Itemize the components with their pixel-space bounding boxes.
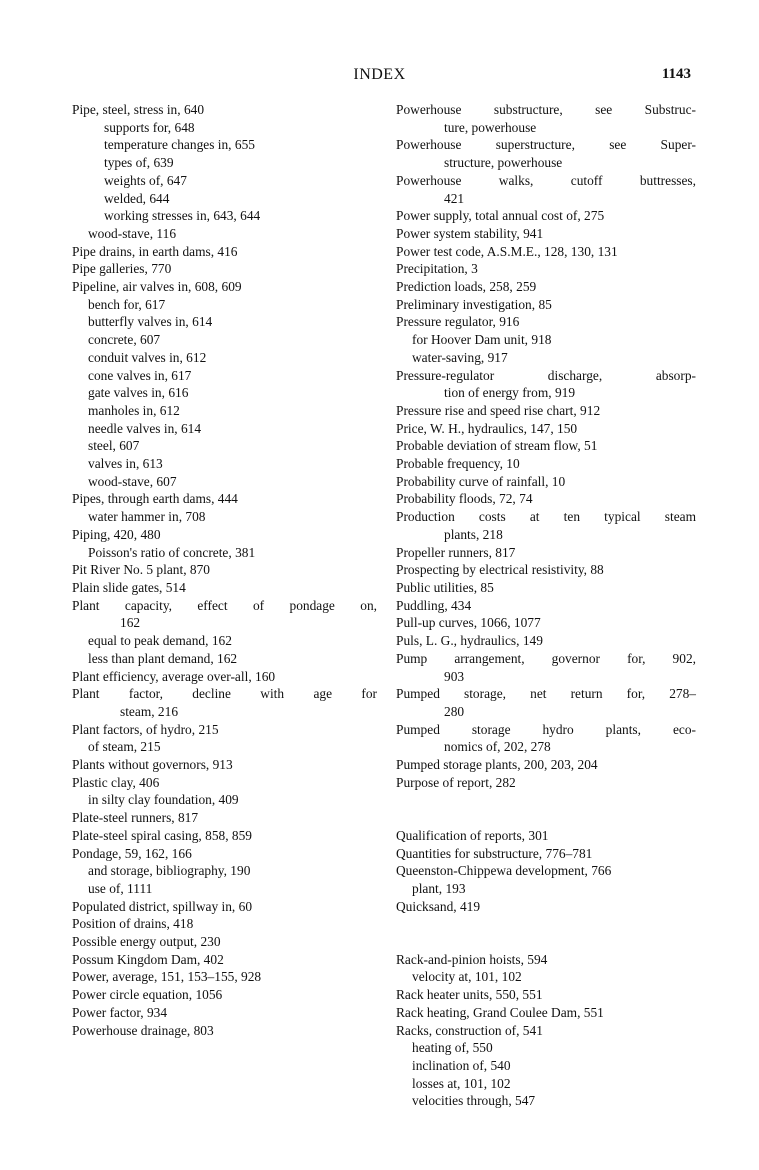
- index-entry: bench for, 617: [88, 296, 166, 312]
- page-title: INDEX: [353, 66, 406, 83]
- index-entry: Probability curve of rainfall, 10: [396, 473, 566, 489]
- index-entry: conduit valves in, 612: [88, 349, 207, 365]
- index-entry: weights of, 647: [104, 172, 187, 188]
- index-entry: Pipes, through earth dams, 444: [72, 491, 238, 507]
- index-entry: Pipe galleries, 770: [72, 261, 172, 277]
- index-entry: Power circle equation, 1056: [72, 987, 223, 1003]
- index-entry: Pumped storage plants, 200, 203, 204: [396, 757, 598, 773]
- index-entry: 280: [444, 703, 465, 719]
- index-entry: Plant factor, decline with age for: [72, 686, 377, 702]
- index-entry: Plants without governors, 913: [72, 757, 233, 773]
- index-entry: Populated district, spillway in, 60: [72, 898, 253, 914]
- index-entry: 162: [120, 615, 141, 631]
- index-entry: wood-stave, 607: [88, 473, 177, 489]
- index-entry: in silty clay foundation, 409: [88, 792, 239, 808]
- index-entry: water hammer in, 708: [88, 509, 206, 525]
- index-entry: Precipitation, 3: [396, 261, 478, 277]
- index-entry: Puls, L. G., hydraulics, 149: [396, 633, 543, 649]
- index-entry: Pipe, steel, stress in, 640: [72, 102, 205, 117]
- index-entry: Rack heating, Grand Coulee Dam, 551: [396, 1004, 604, 1020]
- index-entry: Plate-steel spiral casing, 858, 859: [72, 827, 252, 843]
- index-entry: structure, powerhouse: [444, 155, 563, 171]
- index-entry: Power, average, 151, 153–155, 928: [72, 969, 262, 985]
- index-entry: Power test code, A.S.M.E., 128, 130, 131: [396, 243, 618, 259]
- index-entry: use of, 1111: [88, 880, 153, 896]
- index-entry: Pumped storage, net return for, 278–: [396, 686, 696, 702]
- index-entry: Plant capacity, effect of pondage on,: [72, 597, 377, 613]
- index-entry: Racks, construction of, 541: [396, 1022, 543, 1038]
- index-entry: Possum Kingdom Dam, 402: [72, 951, 224, 967]
- index-entry: water-saving, 917: [412, 349, 508, 365]
- index-entry: Power supply, total annual cost of, 275: [396, 208, 605, 224]
- index-entry: Plant efficiency, average over-all, 160: [72, 668, 276, 684]
- index-entry: Quicksand, 419: [396, 898, 481, 914]
- index-entry: butterfly valves in, 614: [88, 314, 213, 330]
- index-entry: velocities through, 547: [412, 1093, 536, 1109]
- index-entry: valves in, 613: [88, 456, 163, 472]
- index-entry: Possible energy output, 230: [72, 934, 221, 950]
- index-entry: Pump arrangement, governor for, 902,: [396, 650, 696, 666]
- section-gap: [396, 915, 696, 933]
- section-gap: [396, 791, 696, 809]
- index-entry: equal to peak demand, 162: [88, 633, 232, 649]
- index-entry: temperature changes in, 655: [104, 137, 255, 153]
- index-entry: Pressure-regulator discharge, absorp-: [396, 367, 696, 383]
- index-entry: Pressure rise and speed rise chart, 912: [396, 402, 601, 418]
- index-entry: Purpose of report, 282: [396, 774, 516, 790]
- index-entry: Pull-up curves, 1066, 1077: [396, 615, 541, 631]
- index-entry: losses at, 101, 102: [412, 1075, 511, 1091]
- index-entry: steel, 607: [88, 438, 140, 454]
- index-entry: 421: [444, 190, 465, 206]
- index-entry: plant, 193: [412, 880, 466, 896]
- index-entry: Prospecting by electrical resistivity, 88: [396, 562, 604, 578]
- index-entry: less than plant demand, 162: [88, 650, 238, 666]
- index-entry: working stresses in, 643, 644: [104, 208, 261, 224]
- index-entry: Power factor, 934: [72, 1004, 168, 1020]
- index-entry: tion of energy from, 919: [444, 385, 576, 401]
- index-entry: Pit River No. 5 plant, 870: [72, 562, 210, 578]
- section-gap: [396, 933, 696, 951]
- index-entry: Puddling, 434: [396, 597, 472, 613]
- index-entry: Plastic clay, 406: [72, 774, 160, 790]
- index-entry: Rack heater units, 550, 551: [396, 987, 543, 1003]
- index-entry: welded, 644: [104, 190, 170, 206]
- index-entry: Quantities for substructure, 776–781: [396, 845, 593, 861]
- index-entry: steam, 216: [120, 703, 179, 719]
- index-entry: plants, 218: [444, 526, 503, 542]
- index-entry: Preliminary investigation, 85: [396, 296, 552, 312]
- index-entry: Power system stability, 941: [396, 225, 544, 241]
- index-entry: Plant factors, of hydro, 215: [72, 721, 219, 737]
- index-entry: Powerhouse walks, cutoff buttresses,: [396, 172, 696, 188]
- index-entry: inclination of, 540: [412, 1057, 511, 1073]
- index-entry: manholes in, 612: [88, 402, 180, 418]
- section-gap: [396, 809, 696, 827]
- index-entry: 903: [444, 668, 465, 684]
- index-entry: Probable frequency, 10: [396, 456, 520, 472]
- index-entry: Plate-steel runners, 817: [72, 810, 199, 826]
- index-entry: Powerhouse superstructure, see Super-: [396, 137, 696, 153]
- index-entry: Pipeline, air valves in, 608, 609: [72, 279, 242, 295]
- index-entry: for Hoover Dam unit, 918: [412, 332, 552, 348]
- index-entry: Position of drains, 418: [72, 916, 194, 932]
- index-entry: types of, 639: [104, 155, 174, 171]
- index-entry: supports for, 648: [104, 119, 195, 135]
- index-entry: Probable deviation of stream flow, 51: [396, 438, 598, 454]
- index-entry: cone valves in, 617: [88, 367, 192, 383]
- index-entry: Pressure regulator, 916: [396, 314, 520, 330]
- index-column-left: [72, 101, 377, 1039]
- index-entry: and storage, bibliography, 190: [88, 863, 251, 879]
- index-entry: Rack-and-pinion hoists, 594: [396, 951, 548, 967]
- page-number: 1143: [661, 66, 691, 82]
- index-entry: Production costs at ten typical steam: [396, 509, 696, 525]
- index-entry: Public utilities, 85: [396, 579, 494, 595]
- index-column-right: [396, 101, 696, 1110]
- index-entry: Powerhouse substructure, see Substruc-: [396, 102, 696, 117]
- index-entry: Poisson's ratio of concrete, 381: [88, 544, 256, 560]
- index-entry: of steam, 215: [88, 739, 161, 755]
- index-entry: Plain slide gates, 514: [72, 579, 186, 595]
- index-entry: velocity at, 101, 102: [412, 969, 522, 985]
- index-entry: Qualification of reports, 301: [396, 827, 549, 843]
- index-entry: Price, W. H., hydraulics, 147, 150: [396, 420, 578, 436]
- index-entry: concrete, 607: [88, 332, 161, 348]
- index-entry: Piping, 420, 480: [72, 526, 161, 542]
- index-entry: heating of, 550: [412, 1040, 493, 1056]
- index-entry: gate valves in, 616: [88, 385, 189, 401]
- index-entry: Pumped storage hydro plants, eco-: [396, 721, 696, 737]
- index-entry: Queenston-Chippewa development, 766: [396, 863, 612, 879]
- index-entry: Pipe drains, in earth dams, 416: [72, 243, 238, 259]
- index-entry: Propeller runners, 817: [396, 544, 516, 560]
- index-entry: nomics of, 202, 278: [444, 739, 551, 755]
- index-entry: wood-stave, 116: [88, 225, 177, 241]
- index-entry: Prediction loads, 258, 259: [396, 279, 537, 295]
- index-entry: Powerhouse drainage, 803: [72, 1022, 214, 1038]
- index-entry: ture, powerhouse: [444, 119, 537, 135]
- index-entry: Probability floods, 72, 74: [396, 491, 533, 507]
- page-header: [0, 66, 759, 88]
- index-entry: Pondage, 59, 162, 166: [72, 845, 192, 861]
- index-entry: needle valves in, 614: [88, 420, 202, 436]
